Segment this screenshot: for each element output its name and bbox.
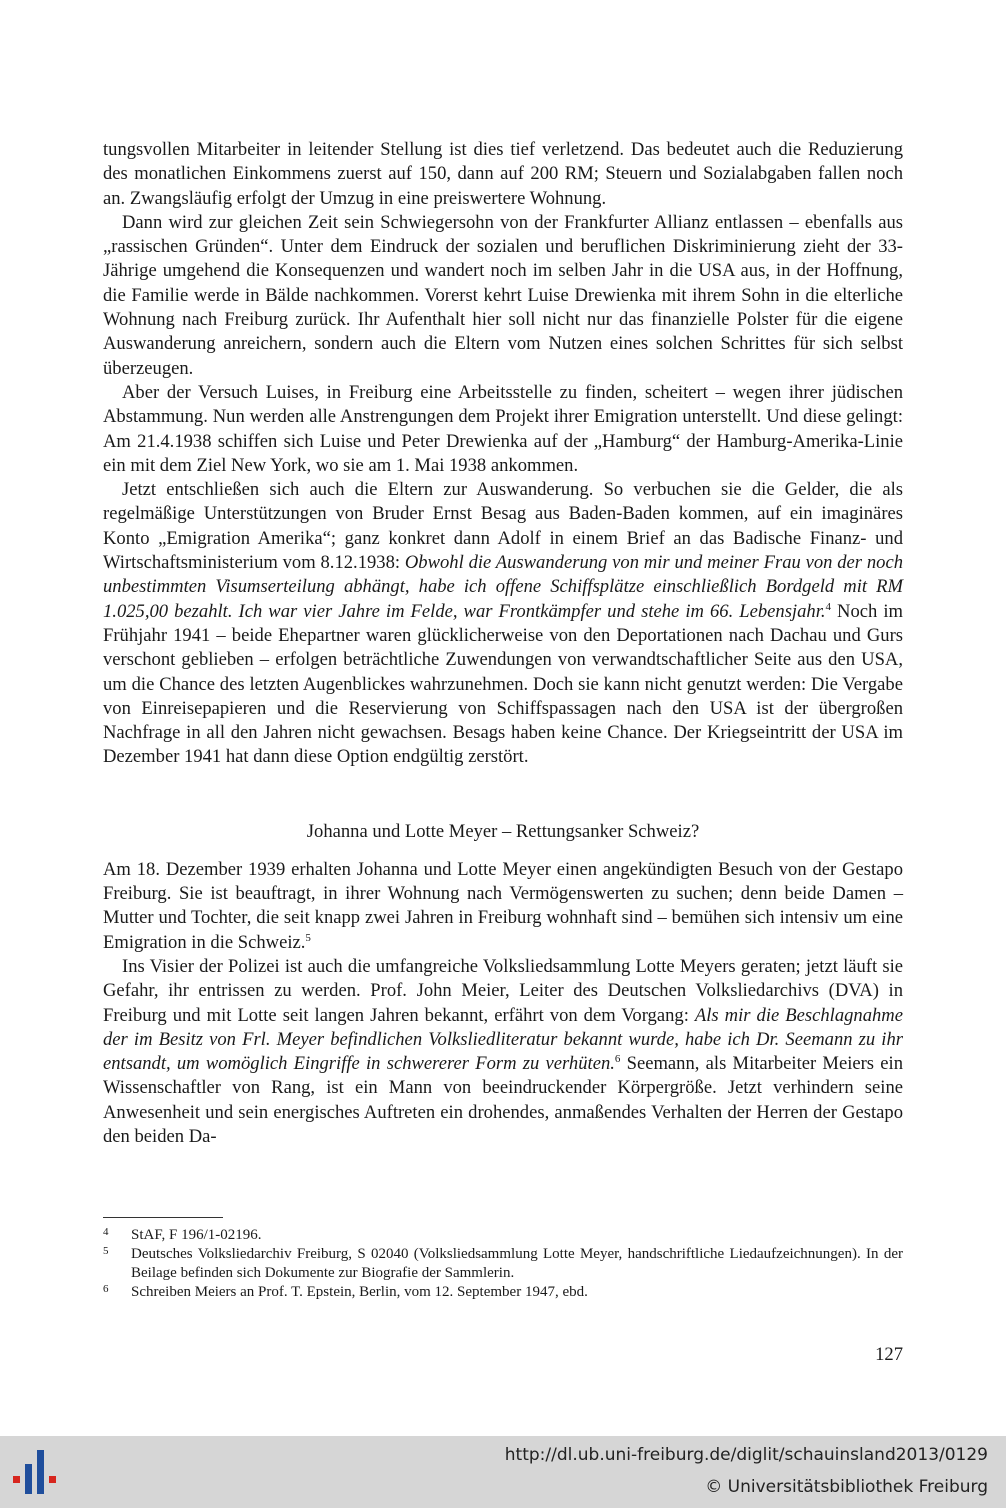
- paragraph: Jetzt entschließen sich auch die Eltern zur Auswanderung. So verbuchen sie die Gelder, die als regelmäßige Unterstützungen von Bruder Ernst Besag aus Baden-Baden kommen, auf ein imaginäres Konto „Emigration Amerika“; ganz konkret dann Adolf in einem Brief an das Badische Finanz- und Wirtschaftsministerium vom 8.12.1938: Obwohl die Auswanderung von mir und meiner Frau von der noch unbestimmten Visumserteilung abhängt, habe ich offene Schiffsplätze einschließlich Bordgeld mit RM 1.025,00 bezahlt. Ich war vier Jahre im Felde, war Frontkämpfer und stehe im 66. Lebensjahr.$^4$ Noch im Frühjahr 1941 – beide Ehepartner waren glücklicherweise von den Deportationen nach Dachau und Gurs verschont geblieben – erfolgen beträchtliche Zuwendungen von verwandtschaftlicher Seite aus den USA, um die Chance des letzten Augenblickes wahrzunehmen. Doch sie kann nicht genutzt werden: Die Vergabe von Einreisepapieren und die Reservierung von Schiffspassagen nach den USA ist der übergroßen Nachfrage in all den Jahren nicht gewachsen. Besags haben keine Chance. Der Kriegseintritt der USA im Dezember 1941 hat dann diese Option endgültig zerstört.: [103, 479, 903, 768]
- footnote-text: Schreiben Meiers an Prof. T. Epstein, Berlin, vom 12. September 1947, ebd.: [131, 1284, 588, 1300]
- footnote-divider: [103, 1217, 223, 1218]
- footnote-reference[interactable]: 6: [614, 1053, 621, 1066]
- paragraph: Dann wird zur gleichen Zeit sein Schwiegersohn von der Frankfurter Allianz entlassen – ebenfalls aus „rassischen Gründen“. Unter dem Eindruck der sozialen und beruflichen Diskriminierung zieht der 33-Jährige umgehend die Konsequenzen und wandert noch im selben Jahr in die USA aus, in der Hoffnung, die Familie werde in Bälde nachkommen. Vorerst kehrt Luise Drewienka mit ihrem Sohn in die elterliche Wohnung nach Freiburg zurück. Ihr Aufenthalt hier soll nicht nur das finanzielle Polster für die eigene Auswanderung anreichern, sondern auch die Eltern vom Nutzen eines solchen Schrittes für sich selbst überzeugen.: [103, 211, 903, 379]
- paragraph: tungsvollen Mitarbeiter in leitender Stellung ist dies tief verletzend. Das bedeutet auch die Reduzierung des monatlichen Einkommens zuerst auf 150, dann auf 200 RM; Steuern und Sozialabgaben fallen noch an. Zwangsläufig erfolgt der Umzug in eine preiswertere Wohnung.: [103, 139, 903, 209]
- ub-freiburg-logo-icon[interactable]: [10, 1446, 64, 1498]
- footnote-number: 4: [103, 1226, 109, 1238]
- section-heading: Johanna und Lotte Meyer – Rettungsanker Schweiz?: [306, 820, 700, 842]
- paragraph: Am 18. Dezember 1939 erhalten Johanna und Lotte Meyer einen angekündigten Besuch von der Gestapo Freiburg. Sie ist beauftragt, in ihrer Wohnung nach Vermögenswerten zu suchen; denn beide Damen – Mutter und Tochter, die seit knapp zwei Jahren in Freiburg wohnhaft sind – bemühen sich intensiv um eine Emigration in die Schweiz.$^5$: [103, 858, 903, 953]
- footnote-number: 5: [103, 1245, 109, 1257]
- footnote-reference[interactable]: 4: [825, 600, 832, 613]
- body-text-bottom: [103, 858, 903, 1150]
- footnote: [103, 1283, 903, 1302]
- page-body: [103, 138, 903, 1149]
- copyright-notice: © Universitätsbibliothek Freiburg: [705, 1477, 988, 1497]
- page-number: 127: [875, 1344, 903, 1365]
- body-text-top: [103, 138, 903, 770]
- source-url-link[interactable]: http://dl.ub.uni-freiburg.de/diglit/schauinsland2013/0129: [504, 1445, 988, 1465]
- footnote-text: StAF, F 196/1-02196.: [131, 1227, 262, 1243]
- footer-bar: [0, 1436, 1006, 1508]
- footnote-number: 6: [103, 1283, 109, 1295]
- footnote-text: Deutsches Volksliedarchiv Freiburg, S 02040 (Volksliedsammlung Lotte Meyer, handschriftliche Liedaufzeichnungen). In der Beilage befinden sich Dokumente zur Biografie der Sammlerin.: [131, 1246, 903, 1281]
- paragraph: Aber der Versuch Luises, in Freiburg eine Arbeitsstelle zu finden, scheitert – wegen ihrer jüdischen Abstammung. Nun werden alle Anstrengungen dem Projekt ihrer Emigration unterstellt. Und diese gelingt: Am 21.4.1938 schiffen sich Luise und Peter Drewienka auf der „Hamburg“ der Hamburg-Amerika-Linie ein mit dem Ziel New York, wo sie am 1. Mai 1938 ankommen.: [103, 381, 903, 476]
- paragraph: Ins Visier der Polizei ist auch die umfangreiche Volksliedsammlung Lotte Meyers geraten; jetzt läuft sie Gefahr, ihr entrissen zu werden. Prof. John Meier, Leiter des Deutschen Volksliedarchivs (DVA) in Freiburg und mit Lotte seit langen Jahren bekannt, erfährt von dem Vorgang: Als mir die Beschlagnahme der im Besitz von Frl. Meyer befindlichen Volksliedliteratur bekannt wurde, habe ich Dr. Seemann zu ihr entsandt, um womöglich Eingriffe in schwererer Form zu verhüten.$^6$ Seemann, als Mitarbeiter Meiers ein Wissenschaftler von Rang, ist ein Mann von beeindruckender Körpergröße. Jetzt verhindern seine Anwesenheit und sein energisches Auftreten ein drohendes, anmaßendes Verhalten der Herren der Gestapo den beiden Da-: [103, 955, 903, 1147]
- footnote: [103, 1245, 903, 1283]
- footnotes: [103, 1217, 903, 1302]
- footnote: [103, 1226, 903, 1245]
- footnote-reference[interactable]: 5: [305, 931, 311, 944]
